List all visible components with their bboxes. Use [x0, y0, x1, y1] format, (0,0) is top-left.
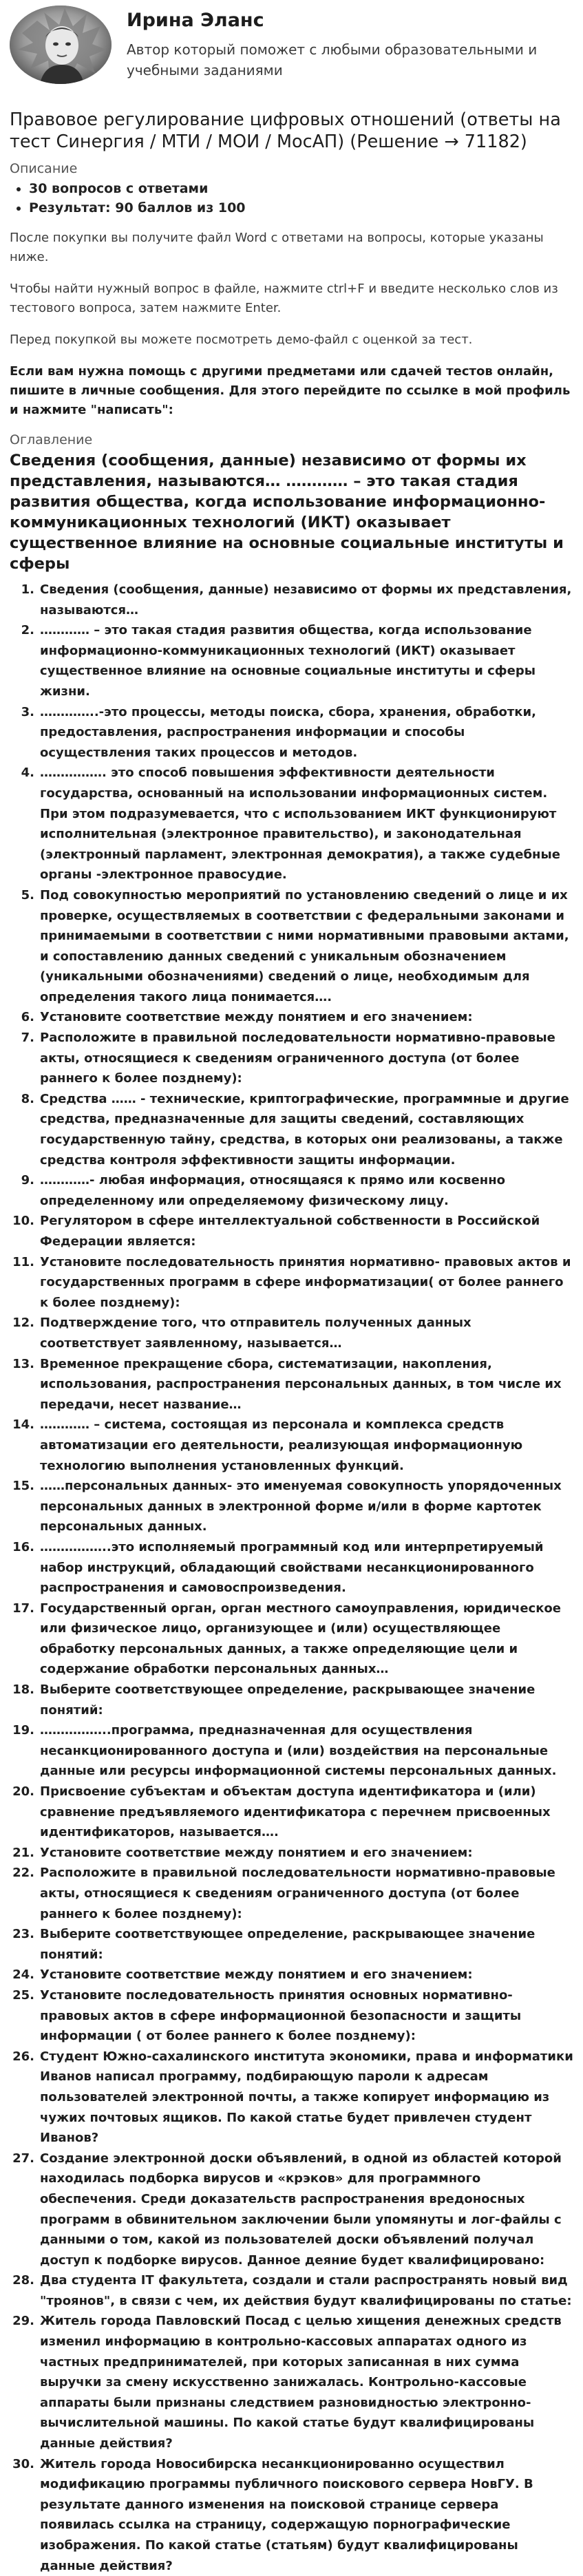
question-text: Выберите соответствующее определение, раскрывающее значение понятий:: [40, 1682, 536, 1718]
question-text: Регулятором в сфере интеллектуальной собственности в Российской Федерации является:: [40, 1214, 540, 1249]
author-avatar[interactable]: [10, 6, 112, 84]
question-item: [10, 1089, 574, 1170]
author-photo-icon: [10, 6, 112, 84]
question-number: 5.: [21, 887, 34, 902]
question-item: [10, 1680, 574, 1720]
question-item: [10, 2047, 574, 2149]
question-text: ……………..это исполняемый программный код или интерпретируемый набор инструкций, обладающий свойствами несанкционированного распространения и самовоспроизведения.: [40, 1539, 544, 1596]
question-item: [10, 885, 574, 1008]
question-number: 2.: [21, 623, 34, 638]
question-number: 14.: [12, 1417, 34, 1433]
search-hint: Чтобы найти нужный вопрос в файле, нажмите ctrl+F и введите несколько слов из тестового вопроса, затем нажмите Enter.: [10, 282, 558, 315]
question-number: 3.: [21, 704, 34, 719]
question-list: [10, 580, 574, 2576]
question-number: 1.: [21, 582, 34, 597]
question-text: Подтверждение того, что отправитель полученных данных соответствует заявленному, называется…: [40, 1316, 471, 1351]
demo-note: Перед покупкой вы можете посмотреть демо-файл с оценкой за тест.: [10, 332, 473, 347]
purchase-note: После покупки вы получите файл Word с ответами на вопросы, которые указаны ниже.: [10, 231, 544, 264]
question-text: Присвоение субъектам и объектам доступа идентификатора и (или) сравнение предъявляемого идентификатора с перечнем присвоенных идентификаторов, называется….: [40, 1784, 551, 1840]
question-text: …………..-это процессы, методы поиска, сбора, хранения, обработки, предоставления, распространения информации и способы осуществления таких процессов и методов.: [40, 704, 536, 760]
question-item: [10, 2311, 574, 2453]
question-item: [10, 1537, 574, 1598]
question-number: 24.: [12, 1967, 34, 1983]
question-text: ……………..программа, предназначенная для осуществления несанкционированного доступа и (или) воздействия на персональные данные или ресурсы информационной системы персональных данных.: [40, 1723, 557, 1779]
question-text: Установите соответствие между понятием и его значением:: [40, 1845, 473, 1860]
question-item: [10, 1863, 574, 1924]
question-number: 18.: [12, 1682, 34, 1698]
product-title: Правовое регулирование цифровых отношений (ответы на тест Синергия / МТИ / МОИ / МосАП) (Решение → 71182): [10, 109, 561, 152]
question-item: [10, 580, 574, 620]
question-text: Расположите в правильной последовательности нормативно-правовые акты, относящиеся к сведениям ограниченного доступа (от более раннего к более позднему):: [40, 1031, 555, 1086]
question-text: Установите последовательность принятия нормативно- правовых актов и государственных программ в сфере информатизации( от более раннего к более позднему):: [40, 1254, 571, 1310]
question-text: Установите последовательность принятия основных нормативно-правовых актов в сфере информационной безопасности и защиты информации ( от более раннего к более позднему):: [40, 1987, 522, 2044]
question-item: [10, 1313, 574, 1353]
author-tagline: Автор который поможет с любыми образовательными и учебными заданиями: [127, 41, 538, 78]
question-item: [10, 1476, 574, 1537]
question-text: Житель города Новосибирска несанкционированно осуществил модификацию программы публичного поискового сервера НовГУ. В результате данного изменения на поисковой странице сервера появилась ссылка на страницу, содержащую порнографические изображения. По какой статье (статьям) будут квалифицированы данные действия?: [40, 2456, 533, 2573]
question-item: [10, 763, 574, 885]
question-item: [10, 1170, 574, 1211]
question-number: 29.: [12, 2314, 34, 2329]
question-number: 25.: [12, 1987, 34, 2003]
question-number: 22.: [12, 1866, 34, 1881]
toc-label: Оглавление: [10, 432, 93, 447]
description-bullet: • 30 вопросов с ответами: [29, 179, 574, 198]
question-number: 11.: [12, 1254, 34, 1269]
question-number: 12.: [12, 1316, 34, 1331]
help-note: Если вам нужна помощь с другими предметами или сдачей тестов онлайн, пишите в личные сообщения. Для этого перейдите по ссылке в мой профиль и нажмите "написать":: [10, 364, 571, 417]
question-text: Создание электронной доски объявлений, в одной из областей которой находилась подборка вирусов и «крэков» для программного обеспечения. Среди доказательств распространения вредоносных программ в обвинительном заключении были упомянуты и лог-файлы с данными о том, какой из пользователей доски объявлений получал доступ к подборке вирусов. Данное деяние будет квалифицировано:: [40, 2151, 562, 2268]
question-text: …………- любая информация, относящаяся к прямо или косвенно определенному или определяемому физическому лицу.: [40, 1173, 505, 1208]
question-text: Студент Южно-сахалинского института экономики, права и информатики Иванов написал программу, подбирающую пароли к адресам пользователей электронной почты, а также копирует информацию из чужих почтовых ящиков. По какой статье будет привлечен студент Иванов?: [40, 2049, 573, 2146]
question-number: 8.: [21, 1091, 34, 1106]
question-number: 9.: [21, 1173, 34, 1188]
question-item: [10, 1007, 574, 1028]
author-info: [127, 6, 574, 81]
question-item: [10, 1924, 574, 1965]
question-item: [10, 702, 574, 763]
question-item: [10, 2149, 574, 2271]
question-text: Расположите в правильной последовательности нормативно-правовые акты, относящиеся к сведениям ограниченного доступа (от более раннего к более позднему):: [40, 1866, 555, 1921]
question-text: ……………. это способ повышения эффективности деятельности государства, основанный на использовании информационных систем. При этом подразумевается, что с использованием ИКТ функционируют исполнительная (электронное правительство), и законодательная (электронный парламент, электронная демократия), а также судебные органы -электронное правосудие.: [40, 766, 560, 883]
question-text: Установите соответствие между понятием и его значением:: [40, 1010, 473, 1025]
question-item: [10, 2270, 574, 2311]
question-number: 13.: [12, 1356, 34, 1371]
question-number: 20.: [12, 1784, 34, 1799]
question-number: 23.: [12, 1927, 34, 1942]
question-item: [10, 1211, 574, 1252]
question-number: 16.: [12, 1539, 34, 1554]
question-text: Под совокупностью мероприятий по установлению сведений о лице и их проверке, осуществляемых в соответствии с федеральными законами и принимаемыми в соответствии с ними нормативными правовыми актами, и сопоставлению данных сведений с уникальным обозначением (уникальными обозначениями) сведений о лице, необходимым для определения такого лица понимается….: [40, 887, 569, 1004]
question-text: ……персональных данных- это именуемая совокупность упорядоченных персональных данных в электронной форме и/или в форме картотек персональных данных.: [40, 1479, 562, 1534]
question-number: 19.: [12, 1723, 34, 1738]
description-label: Описание: [10, 161, 78, 176]
question-item: [10, 2454, 574, 2576]
question-number: 17.: [12, 1601, 34, 1616]
question-text: ………… – это такая стадия развития общества, когда использование информационно-коммуникационных технологий (ИКТ) оказывает существенное влияние на основные социальные институты и сферы жизни.: [40, 623, 536, 699]
question-item: [10, 1354, 574, 1415]
question-item: [10, 1415, 574, 1476]
question-item: [10, 1720, 574, 1782]
question-item: [10, 1782, 574, 1843]
question-number: 10.: [12, 1214, 34, 1229]
author-header: [10, 6, 574, 89]
question-number: 28.: [12, 2273, 34, 2288]
question-text: Временное прекращение сбора, систематизации, накопления, использования, распространения персональных данных, в том числе их передачи, несет название…: [40, 1356, 562, 1412]
question-text: Государственный орган, орган местного самоуправления, юридическое или физическое лицо, организующее и (или) осуществляющее обработку персональных данных, а также определяющие цели и содержание обработки персональных данных…: [40, 1601, 562, 1677]
description-bullet: • Результат: 90 баллов из 100: [29, 198, 574, 218]
question-item: [10, 1965, 574, 1985]
question-number: 15.: [12, 1479, 34, 1494]
question-number: 7.: [21, 1031, 34, 1046]
question-text: Житель города Павловский Посад с целью хищения денежных средств изменил информацию в контрольно-кассовых аппаратах одного из частных предпринимателей, при которых записанная в них сумма выручки за смену искусственно занижалась. Контрольно-кассовые аппараты были признаны следствием разновидностью электронно-вычислительной машины. По какой статье будут квалифицированы данные действия?: [40, 2314, 562, 2451]
question-item: [10, 1252, 574, 1313]
question-number: 27.: [12, 2151, 34, 2166]
question-item: [10, 620, 574, 701]
question-text: Два студента IT факультета, создали и стали распространять новый вид "троянов", в связи с чем, их действия будут квалифицированы по статье:: [40, 2273, 572, 2308]
question-number: 26.: [12, 2049, 34, 2064]
question-number: 30.: [12, 2456, 34, 2471]
question-text: Сведения (сообщения, данные) независимо от формы их представления, называются…: [40, 582, 572, 617]
question-number: 6.: [21, 1010, 34, 1025]
question-item: [10, 1598, 574, 1680]
question-text: Установите соответствие между понятием и его значением:: [40, 1967, 473, 1983]
author-name[interactable]: Ирина Эланс: [127, 10, 264, 31]
question-text: ………… – система, состоящая из персонала и комплекса средств автоматизации его деятельности, реализующая информационную технологию выполнения установленных функций.: [40, 1417, 523, 1473]
toc-heading: Сведения (сообщения, данные) независимо от формы их представления, называются… ………… – это такая стадия развития общества, когда использование информационно-коммуникационных технологий (ИКТ) оказывает существенное влияние на основные социальные институты и сферы: [10, 452, 564, 573]
question-number: 4.: [21, 766, 34, 781]
question-item: [10, 1985, 574, 2047]
question-text: Выберите соответствующее определение, раскрывающее значение понятий:: [40, 1927, 536, 1962]
question-number: 21.: [12, 1845, 34, 1860]
question-item: [10, 1028, 574, 1089]
question-item: [10, 1843, 574, 1864]
description-bullets: [10, 179, 574, 218]
question-text: Средства …… - технические, криптографические, программные и другие средства, предназначенные для защиты сведений, составляющих государственную тайну, средства, в которых они реализованы, а также средства контроля эффективности защиты информации.: [40, 1091, 569, 1168]
